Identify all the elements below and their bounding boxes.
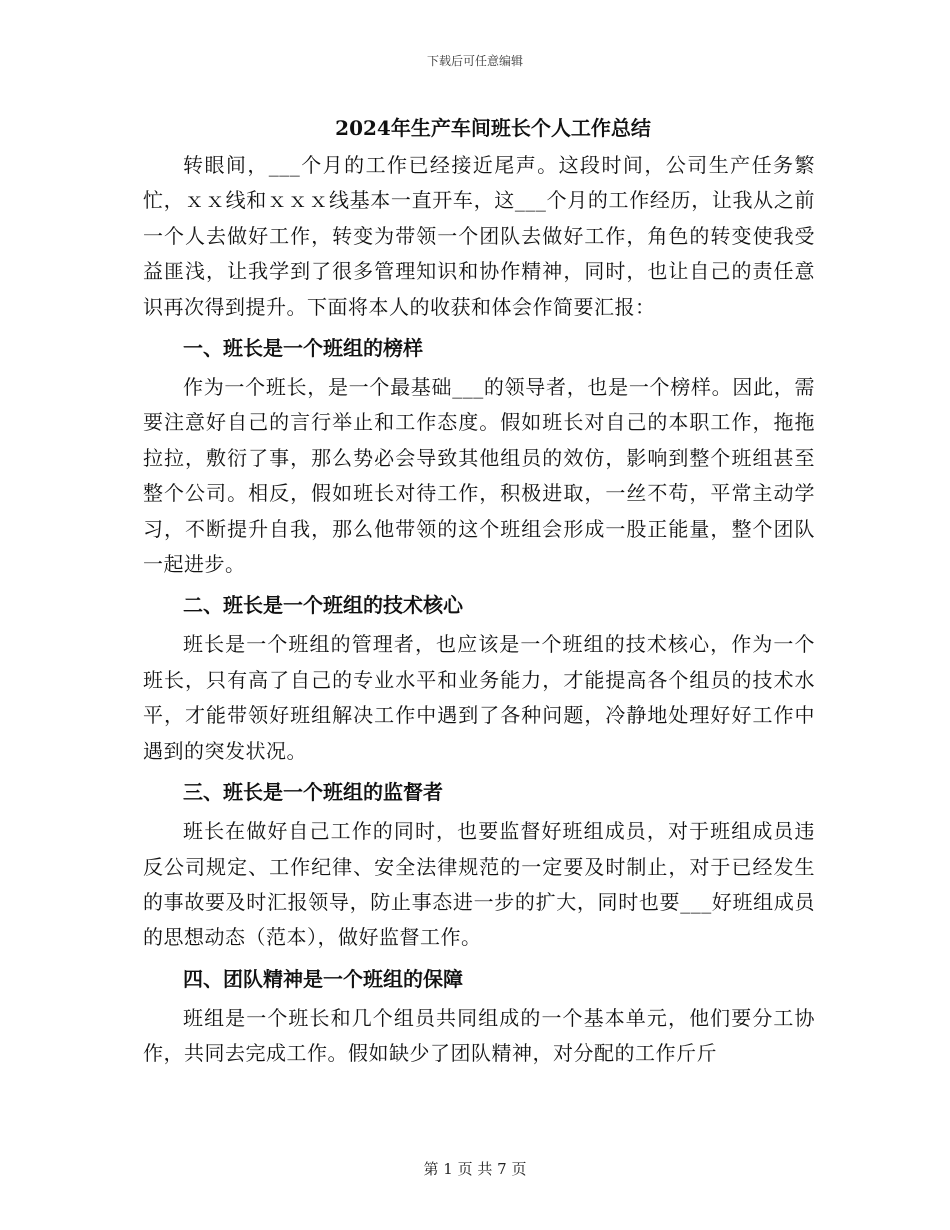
section-heading-3: 三、班长是一个班组的监督者 — [183, 780, 443, 805]
section-heading-4: 四、团队精神是一个班组的保障 — [183, 966, 463, 991]
document-title: 2024年生产车间班长个人工作总结 — [335, 116, 651, 140]
page-number: 第 1 页 共 7 页 — [423, 1160, 527, 1178]
intro-paragraph: 转眼间，___个月的工作已经接近尾声。这段时间，公司生产任务繁忙，ｘｘ线和ｘｘｘ线基本一直开车，这___个月的工作经历，让我从之前一个人去做好工作，转变为带领一个团队去做好工作，角色的转变使我受益匪浅，让我学到了很多管理知识和协作精神，同时，也让自己的责任意识再次得到提升。下面将本人的收获和体会作简要汇报： — [143, 153, 815, 319]
section-body-3: 班长在做好自己工作的同时，也要监督好班组成员，对于班组成员违反公司规定、工作纪律、安全法律规范的一定要及时制止，对于已经发生的事故要及时汇报领导，防止事态进一步的扩大，同时也要___好班组成员的思想动态（范本），做好监督工作。 — [143, 819, 815, 950]
section-body-1: 作为一个班长，是一个最基础___的领导者，也是一个榜样。因此，需要注意好自己的言行举止和工作态度。假如班长对自己的本职工作，拖拖拉拉，敷衍了事，那么势必会导致其他组员的效仿，影响到整个班组甚至整个公司。相反，假如班长对待工作，积极进取，一丝不苟，平常主动学习，不断提升自我，那么他带领的这个班组会形成一股正能量，整个团队一起进步。 — [143, 375, 815, 577]
header-note: 下载后可任意编辑 — [426, 54, 523, 68]
section-heading-2: 二、班长是一个班组的技术核心 — [183, 593, 463, 618]
section-body-2: 班长是一个班组的管理者，也应该是一个班组的技术核心，作为一个班长，只有高了自己的专业水平和业务能力，才能提高各个组员的技术水平，才能带领好班组解决工作中遇到了各种问题，冷静地处理好好工作中遇到的突发状况。 — [143, 632, 815, 763]
section-heading-1: 一、班长是一个班组的榜样 — [183, 336, 423, 361]
section-body-4: 班组是一个班长和几个组员共同组成的一个基本单元，他们要分工协作，共同去完成工作。假如缺少了团队精神，对分配的工作斤斤 — [143, 1005, 815, 1066]
document-content — [143, 108, 815, 1072]
